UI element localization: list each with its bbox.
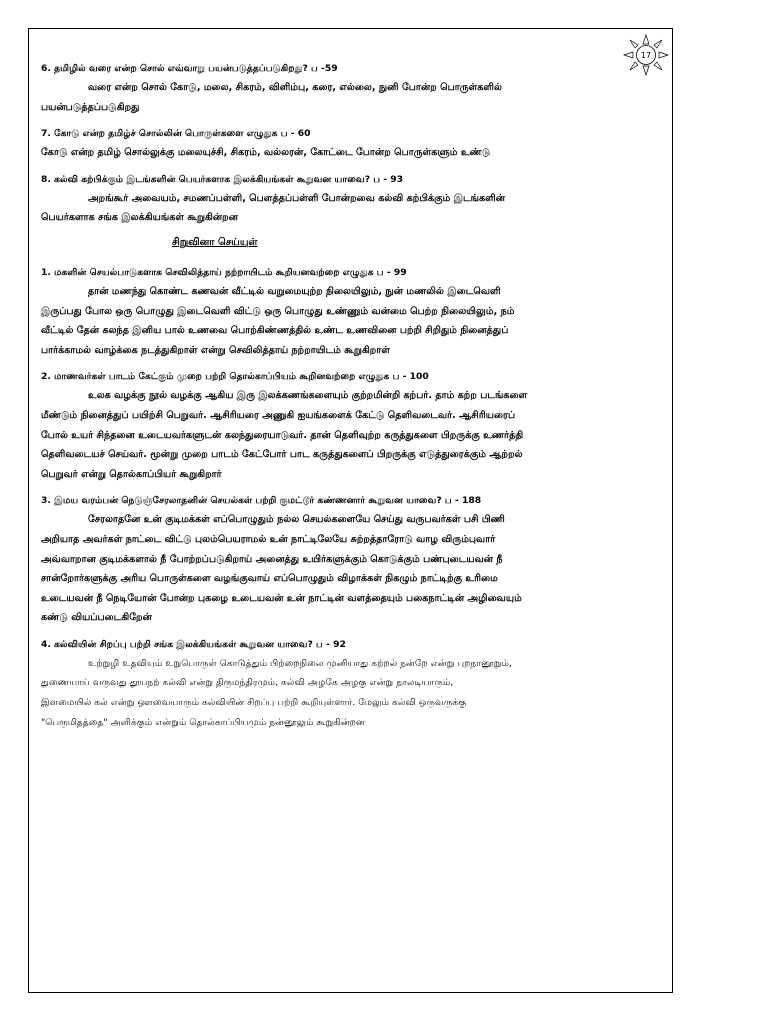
answer-line: அறியாத அவர்கள் நாட்டை விட்டு புலம்பெயராமல் உன் நாட்டிலேயே சுற்றத்தாரோடு வாழ விரும்புவார்: [41, 533, 496, 545]
answer-line: கோடு என்ற தமிழ் சொல்லுக்கு மலையுச்சி, சிகரம், வல்லரன், கோட்டை போன்ற பொருள்களும் உண்டு: [41, 147, 491, 159]
answer-line: இருப்பது போல ஒரு பொழுது இடைவெளி விட்டு ஒரு பொழுது உண்ணும் வன்மை பெற்ற நிலையிலும், நம்: [41, 305, 515, 317]
answer-line: அவ்வாறான குடிமக்களால் நீ போற்றப்படுகிறாய் அனைத்து உயிர்களுக்கும் கொடுக்கும் பண்புடையவன் நீ: [41, 553, 503, 565]
question-heading: 4. கல்வியின் சிறப்பு பற்றி சங்க இலக்கியங்கள் கூறுவன யாவை? ப - 92: [41, 638, 346, 650]
question-heading: 8. கல்வி கற்பிக்கும் இடங்களின் பெயர்களாக இலக்கியங்கள் கூறுவன யாவை? ப - 93: [41, 173, 404, 185]
answer-line: பெயர்களாக சங்க இலக்கியங்கள் கூறுகின்றன: [41, 212, 239, 224]
page-number: 17: [640, 50, 652, 60]
question-heading: 6. தமிழில் வரை என்ற சொல் எவ்வாறு பயன்படுத்தப்படுகிறது? ப -59: [41, 63, 338, 74]
answer-text: [41, 78, 665, 117]
document-body: [41, 60, 665, 740]
answer-line: பயன்படுத்தப்படுகிறது: [41, 101, 140, 113]
section-title: சிறுவினா செய்யுள்: [172, 236, 258, 248]
answer-line: உலக வழக்கு நூல் வழக்கு ஆகிய இரு இலக்கணங்களையும் குற்றமின்றி கற்பர். தாம் கற்ற படங்களை: [88, 390, 528, 402]
answer-text: [41, 510, 665, 628]
answer-line: துணையாய் வருவது தூயநற் கல்வி என்று திருமந்திரமும், கல்வி அழகே அழகு என்று நாலடியாரும்,: [41, 677, 454, 689]
answer-line: உடையவன் நீ நெடியோன் போன்ற புகழை உடையவன் உன் நாட்டின் வளத்தையும் பகைநாட்டின் அழிவையும்: [41, 592, 522, 604]
answer-line: கண்டு வியப்படைகிறேன்: [41, 612, 152, 624]
question-heading: 2. மாணவர்கள் பாடம் கேட்கும் முறை பற்றி தொல்காப்பியம் கூறினவற்றை எழுதுக ப - 100: [41, 371, 429, 383]
answer-line: பார்க்காமல் வாழ்க்கை நடத்துகிறாள் என்று செவிலித்தாய் நற்றாயிடம் கூறுகிறாள்: [41, 344, 391, 356]
answer-line: இளமையில் கல் என்று ஔவையாரும் கல்வியின் சிறப்பு பற்றி கூறியுள்ளார். மேலும் கல்வி ஒருவருக்கு: [41, 697, 467, 709]
answer-text: [41, 282, 665, 360]
answer-line: தான் மணந்து கொண்ட கணவன் வீட்டில் வறுமையுற்ற நிலையிலும், நுன் மணலில் இடைவெளி: [88, 285, 501, 297]
answer-line: அறங்கூர் அவையம், சமணப்பள்ளி, பௌத்தப்பள்ளி போன்றவை கல்வி கற்பிக்கும் இடங்களின்: [88, 192, 506, 204]
question-block: [41, 125, 665, 163]
answer-text: [41, 386, 665, 484]
answer-text: [41, 143, 665, 163]
question-block: [41, 492, 665, 628]
answer-text: [41, 189, 665, 228]
answer-line: வீட்டில் தேன் கலந்த இனிய பால் உணவை பொற்கிண்ணத்தில் உண்ட உணவினை பற்றி சிறிதும் நினைத்துப்: [41, 325, 509, 337]
answer-text: [41, 654, 665, 732]
question-block: [41, 636, 665, 732]
question-block: [41, 368, 665, 484]
answer-line: உற்றுழி உதவியும் உறுபொருள் கொடுத்தும் பிற்றைநிலை முனியாது கற்றல் நன்றே என்று புறநானூறும்,: [88, 657, 512, 669]
answer-line: சான்றோர்களுக்கு அரிய பொருள்களை வழங்குவாய் எப்பொழுதும் விழாக்கள் நிகழும் நாட்டிற்கு உரிமை: [41, 573, 498, 585]
answer-line: தெளிவடையச் செய்வர். மூன்று முறை பாடம் கேட்போர் பாட கருத்துகளைப் பிறருக்கு எடுத்துரைக்கும் ஆற்றல்: [41, 449, 523, 461]
question-heading: 3. இமய வரம்பன் நெடுஞ்சேரலாதனின் செயல்கள் பற்றி குமட்டூர் கண்ணனார் கூறுவன யாவை? ப - 188: [41, 495, 482, 507]
question-heading: 7. கோடு என்ற தமிழ்ச் சொல்லின் பொருள்களை எழுதுக ப - 60: [41, 128, 311, 140]
question-block: [41, 60, 665, 117]
answer-line: மீண்டும் நினைத்துப் பயிற்சி பெறுவர். ஆசிரியரை அணுகி ஐயங்களைக் கேட்டு தெளிவடைவர். ஆசிரியரைப்: [41, 409, 516, 421]
answer-line: வரை என்ற சொல் கோடு, மலை, சிகரம், விளிம்பு, கரை, எல்லை, நுனி போன்ற பொருள்களில்: [88, 82, 502, 93]
answer-line: "பெருமிதத்தை" அளிக்கும் என்றும் தொல்காப்பியமும் நன்னூலும் கூறுகின்றன: [41, 716, 365, 728]
answer-line: போல் உயர் சிந்தனை உடையவர்களுடன் கலந்துரையாடுவர். தான் தெளிவுற்ற கருத்துகளை பிறருக்கு உணர்த்தி: [41, 429, 524, 441]
answer-line: சேரலாதனே உன் குடிமக்கள் எப்பொழுதும் நல்ல செயல்களையே செய்து வருபவர்கள் பசி பிணி: [88, 514, 505, 526]
question-heading: 1. மகளின் செயல்பாடுகளாக செவிலித்தாய் நற்றாயிடம் கூறியனவற்றை எழுதுக ப - 99: [41, 266, 407, 278]
answer-line: பெறுவர் என்று தொல்காப்பியர் கூறுகிறார்: [41, 468, 222, 480]
question-block: [41, 264, 665, 360]
question-block: [41, 171, 665, 228]
